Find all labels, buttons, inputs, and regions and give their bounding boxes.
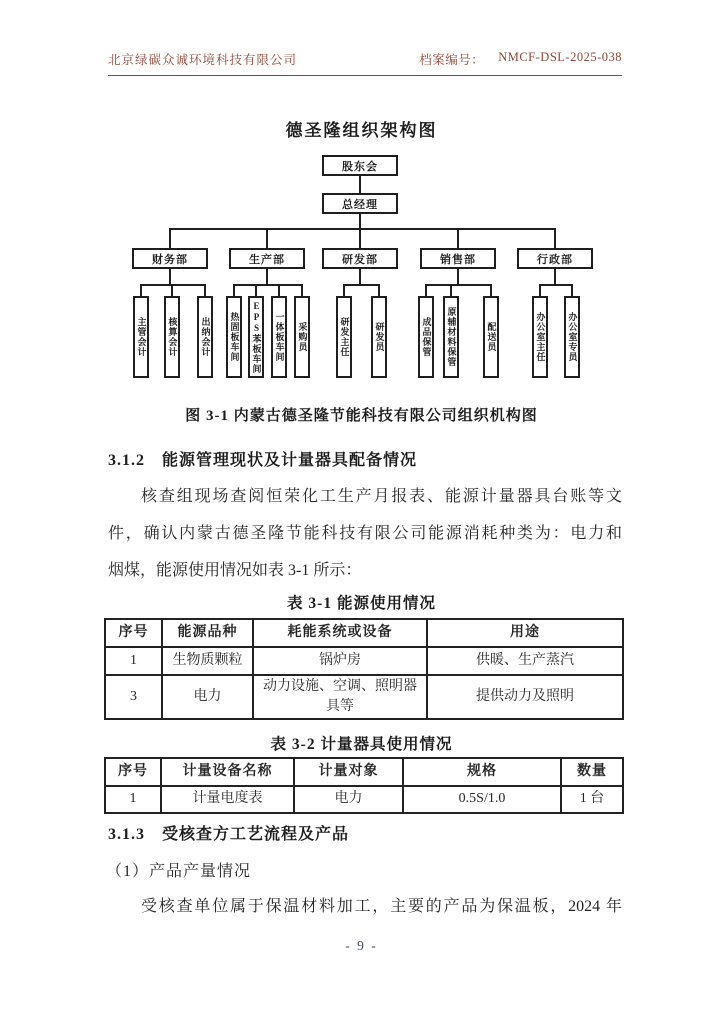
header-divider-rule	[108, 75, 622, 76]
table-header-row	[105, 619, 623, 647]
paragraph-line: 受核查单位属于保温材料加工，主要的产品为保温板，2024 年	[141, 898, 622, 915]
section-heading-312: 3.1.2 能源管理现状及计量器具配备情况	[108, 452, 418, 469]
archive-number-value: NMCF-DSL-2025-038	[498, 50, 622, 64]
org-node-eps-workshop: EPS苯板车间	[248, 296, 264, 378]
org-connector-line	[425, 284, 492, 286]
column-header: 计量对象	[294, 758, 403, 786]
org-node-cost-accountant: 核算会计	[164, 296, 180, 378]
org-connector-line	[490, 284, 492, 296]
org-node-thermoset-workshop: 热固板车间	[226, 296, 242, 378]
table-energy-use	[104, 618, 624, 720]
org-chart-title: 德圣隆组织架构图	[285, 121, 438, 140]
org-connector-line	[343, 284, 345, 296]
org-node-general-manager: 总经理	[322, 193, 398, 214]
org-node-purchaser: 采购员	[294, 296, 310, 378]
org-connector-line	[554, 269, 556, 284]
column-header: 规格	[403, 758, 561, 786]
org-connector-line	[169, 228, 171, 248]
page-header	[108, 50, 622, 68]
page-number: - 9 -	[345, 938, 378, 953]
org-connector-line	[140, 284, 142, 296]
org-node-production-dept: 生产部	[229, 248, 305, 269]
table-cell: 计量电度表	[161, 786, 294, 813]
org-connector-line	[266, 269, 268, 284]
paragraph-line: 核查组现场查阅恒荣化工生产月报表、能源计量器具台账等文	[141, 488, 622, 505]
org-node-rnd-staff: 研发员	[371, 296, 387, 378]
org-connector-line	[378, 284, 380, 296]
org-connector-line	[554, 228, 556, 248]
table-cell: 1	[105, 786, 161, 813]
org-connector-line	[359, 214, 361, 228]
table-cell: 生物质颗粒	[162, 647, 253, 675]
org-connector-line	[233, 284, 303, 286]
table-header-row	[105, 758, 623, 786]
org-node-integrated-workshop: 一体板车间	[271, 296, 287, 378]
org-connector-line	[450, 284, 452, 296]
column-header: 用途	[427, 619, 623, 647]
table-metering-devices	[104, 757, 624, 814]
org-connector-line	[233, 284, 235, 296]
table-row	[105, 675, 623, 719]
archive-number-label: 档案编号：	[419, 53, 485, 67]
org-connector-line	[359, 228, 361, 248]
header-archive	[419, 50, 622, 68]
org-node-office-director: 办公室主任	[532, 296, 548, 378]
table-cell: 电力	[294, 786, 403, 813]
paragraph-line: 件，确认内蒙古德圣隆节能科技有限公司能源消耗种类为：电力和	[108, 525, 622, 542]
org-node-admin-dept: 行政部	[517, 248, 593, 269]
table-cell: 电力	[162, 675, 253, 719]
subsection-heading: （1）产品产量情况	[106, 863, 252, 880]
org-connector-line	[171, 284, 173, 296]
table-cell: 锅炉房	[253, 647, 427, 675]
org-connector-line	[266, 228, 268, 248]
org-connector-line	[169, 228, 556, 230]
column-header: 序号	[105, 758, 161, 786]
org-node-product-keeper: 成品保管	[418, 296, 434, 378]
table-cell: 1 台	[561, 786, 623, 813]
org-node-cashier-accountant: 出纳会计	[197, 296, 213, 378]
org-connector-line	[457, 269, 459, 284]
table-31-title: 表 3-1 能源使用情况	[287, 595, 436, 612]
org-chart	[105, 148, 625, 382]
section-heading-313: 3.1.3 受核查方工艺流程及产品	[108, 826, 350, 843]
org-node-sales-dept: 销售部	[420, 248, 496, 269]
org-connector-line	[204, 284, 206, 296]
column-header: 能源品种	[162, 619, 253, 647]
org-connector-line	[343, 284, 380, 286]
org-node-rnd-dept: 研发部	[322, 248, 398, 269]
table-row	[105, 647, 623, 675]
org-connector-line	[255, 284, 257, 296]
paragraph-313	[108, 888, 622, 925]
org-node-shareholders: 股东会	[322, 155, 398, 176]
table-row	[105, 786, 623, 813]
org-connector-line	[359, 269, 361, 284]
org-node-office-specialist: 办公室专员	[564, 296, 580, 378]
org-node-material-keeper: 原辅材料保管	[443, 296, 459, 378]
org-connector-line	[140, 284, 206, 286]
org-connector-line	[539, 284, 541, 296]
table-cell: 动力设施、空调、照明器具等	[253, 675, 427, 719]
column-header: 计量设备名称	[161, 758, 294, 786]
org-node-chief-accountant: 主管会计	[133, 296, 149, 378]
table-cell: 0.5S/1.0	[403, 786, 561, 813]
org-node-delivery-staff: 配送员	[483, 296, 499, 378]
header-company-name: 北京绿碳众诚环境科技有限公司	[108, 53, 298, 67]
org-connector-line	[571, 284, 573, 296]
org-connector-line	[425, 284, 427, 296]
table-cell: 1	[105, 647, 162, 675]
column-header: 数量	[561, 758, 623, 786]
column-header: 序号	[105, 619, 162, 647]
figure-caption: 图 3-1 内蒙古德圣隆节能科技有限公司组织机构图	[185, 408, 538, 424]
org-connector-line	[359, 176, 361, 193]
column-header: 耗能系统或设备	[253, 619, 427, 647]
table-cell: 供暖、生产蒸汽	[427, 647, 623, 675]
table-cell: 3	[105, 675, 162, 719]
org-connector-line	[301, 284, 303, 296]
org-connector-line	[169, 269, 171, 284]
paragraph-312	[108, 478, 622, 589]
org-node-rnd-director: 研发主任	[336, 296, 352, 378]
org-connector-line	[457, 228, 459, 248]
org-connector-line	[539, 284, 573, 286]
table-32-title: 表 3-2 计量器具使用情况	[270, 736, 453, 753]
org-connector-line	[278, 284, 280, 296]
org-node-finance-dept: 财务部	[132, 248, 208, 269]
table-cell: 提供动力及照明	[427, 675, 623, 719]
paragraph-line: 烟煤，能源使用情况如表 3-1 所示：	[108, 562, 362, 579]
